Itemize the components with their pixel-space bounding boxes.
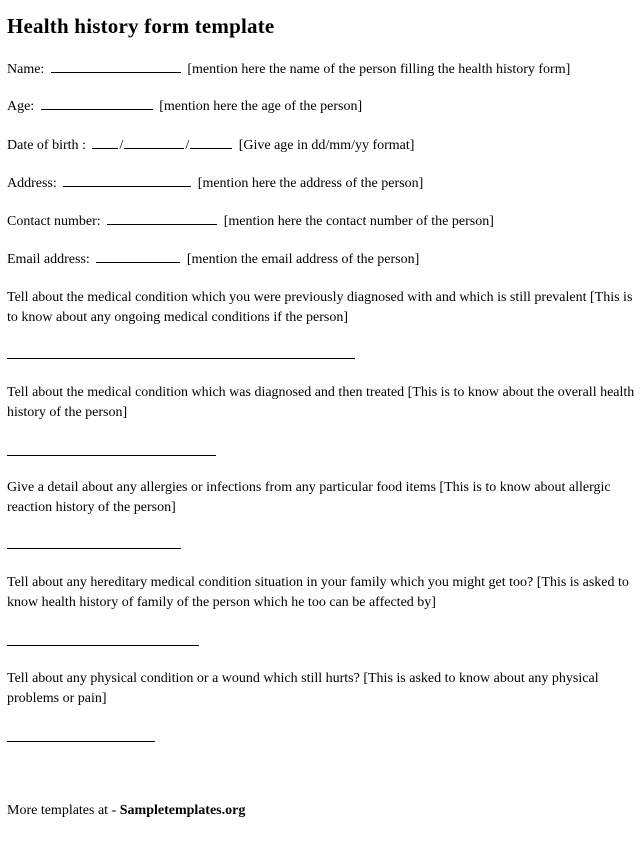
question-treated-conditions: Tell about the medical condition which was diagnosed and then treated [This is to know about the overall health history of the person] [7, 385, 635, 420]
dob-label: Date of birth : [7, 138, 86, 153]
email-blank[interactable] [96, 250, 180, 263]
dob-month-blank[interactable] [124, 136, 184, 149]
question-physical-condition: Tell about any physical condition or a wound which still hurts? [This is asked to know about any physical problems or pain] [7, 671, 599, 706]
question-allergies: Give a detail about any allergies or infections from any particular food items [This is to know about allergic reaction history of the person] [7, 480, 611, 515]
dob-year-blank[interactable] [190, 136, 232, 149]
dob-row [7, 136, 414, 154]
dob-separator: / [185, 138, 190, 153]
contact-row [7, 212, 494, 230]
document-title: Health history form template [7, 14, 275, 38]
answer-line-allergies[interactable] [7, 548, 181, 549]
contact-hint: [mention here the contact number of the person] [223, 214, 494, 229]
name-hint: [mention here the name of the person filling the health history form] [187, 62, 571, 77]
footer-prefix: More templates at - [7, 803, 120, 818]
address-label: Address: [7, 176, 57, 191]
address-row [7, 174, 423, 192]
answer-line-ongoing-conditions[interactable] [7, 358, 355, 359]
answer-line-physical-condition[interactable] [7, 741, 155, 742]
name-row [7, 60, 570, 78]
age-blank[interactable] [41, 97, 153, 110]
question-hereditary: Tell about any hereditary medical condition situation in your family which you might get too? [This is asked to know health history of family of the person which he too can be affected by] [7, 575, 629, 610]
name-blank[interactable] [51, 60, 181, 73]
dob-day-blank[interactable] [92, 136, 118, 149]
footer [7, 803, 245, 819]
age-hint: [mention here the age of the person] [159, 99, 363, 114]
email-row [7, 250, 419, 268]
age-label: Age: [7, 99, 35, 114]
contact-blank[interactable] [107, 212, 217, 225]
dob-separator: / [119, 138, 124, 153]
email-hint: [mention the email address of the person] [186, 252, 420, 267]
contact-label: Contact number: [7, 214, 101, 229]
dob-hint: [Give age in dd/mm/yy format] [238, 138, 415, 153]
age-row [7, 97, 362, 115]
footer-site-link[interactable]: Sampletemplates.org [119, 803, 246, 818]
email-label: Email address: [7, 252, 90, 267]
address-hint: [mention here the address of the person] [197, 176, 424, 191]
question-ongoing-conditions: Tell about the medical condition which you were previously diagnosed with and which is still prevalent [This is to know about any ongoing medical conditions if the person] [7, 290, 633, 325]
address-blank[interactable] [63, 174, 191, 187]
name-label: Name: [7, 62, 45, 77]
answer-line-hereditary[interactable] [7, 645, 199, 646]
answer-line-treated-conditions[interactable] [7, 455, 216, 456]
